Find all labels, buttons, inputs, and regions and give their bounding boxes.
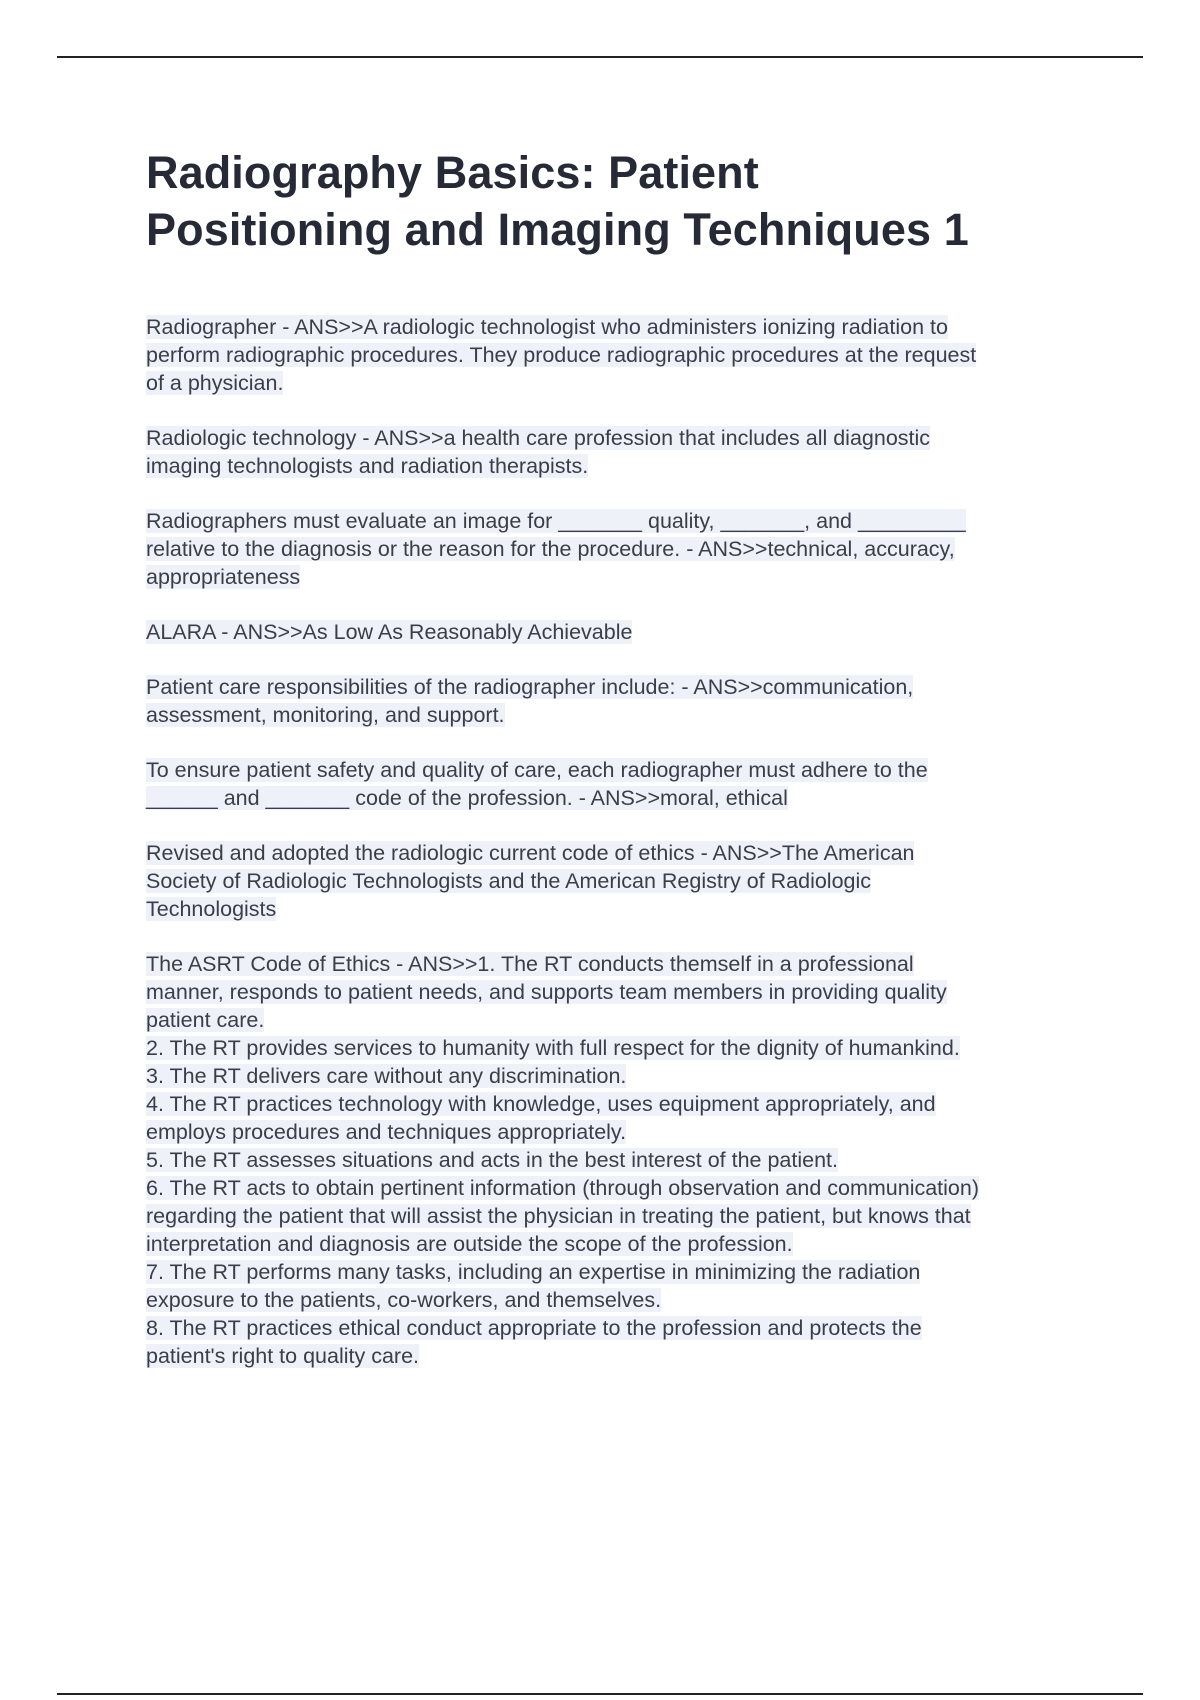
qa-entry-line [146, 1314, 1096, 1342]
qa-entry-line [146, 1090, 1096, 1118]
qa-entry-line [146, 1146, 1096, 1174]
qa-entry-text: imaging technologists and radiation therapists. [146, 454, 589, 478]
qa-entry [146, 313, 1096, 397]
qa-entry-text: Patient care responsibilities of the radiographer include: - ANS>>communication, [146, 675, 914, 699]
page-title [146, 144, 1106, 258]
qa-entry-line [146, 1230, 1096, 1258]
qa-entry-line [146, 839, 1096, 867]
qa-entry [146, 424, 1096, 480]
qa-entry-text: relative to the diagnosis or the reason for the procedure. - ANS>>technical, accuracy, [146, 537, 955, 561]
qa-entry-text: interpretation and diagnosis are outside the scope of the profession. [146, 1232, 793, 1256]
qa-entry-line [146, 341, 1096, 369]
qa-entry-text: 8. The RT practices ethical conduct appropriate to the profession and protects the [146, 1316, 922, 1340]
qa-entry-text: 2. The RT provides services to humanity with full respect for the dignity of humankind. [146, 1036, 960, 1060]
qa-entry-text: To ensure patient safety and quality of care, each radiographer must adhere to the [146, 758, 928, 782]
qa-entry-line [146, 1034, 1096, 1062]
qa-entry-line [146, 950, 1096, 978]
qa-entry-text: 7. The RT performs many tasks, including an expertise in minimizing the radiation [146, 1260, 921, 1284]
top-divider [57, 56, 1143, 58]
qa-entry-line [146, 369, 1096, 397]
qa-entry-text: Radiographer - ANS>>A radiologic technologist who administers ionizing radiation to [146, 315, 948, 339]
qa-entry-line [146, 507, 1096, 535]
qa-entry [146, 673, 1096, 729]
qa-entry-line [146, 1286, 1096, 1314]
qa-entry-text: regarding the patient that will assist the physician in treating the patient, but knows that [146, 1204, 971, 1228]
qa-entry-line [146, 978, 1096, 1006]
qa-entry-text: The ASRT Code of Ethics - ANS>>1. The RT conducts themself in a professional [146, 952, 914, 976]
bottom-divider [57, 1693, 1143, 1695]
qa-entry-line [146, 756, 1096, 784]
qa-entry-line [146, 1202, 1096, 1230]
qa-entry-text: 3. The RT delivers care without any discrimination. [146, 1064, 627, 1088]
qa-entry-text: assessment, monitoring, and support. [146, 703, 505, 727]
qa-entry-text: 6. The RT acts to obtain pertinent information (through observation and communication) [146, 1176, 979, 1200]
qa-entry-text: exposure to the patients, co-workers, and themselves. [146, 1288, 662, 1312]
qa-entry-line [146, 313, 1096, 341]
qa-entry [146, 950, 1096, 1370]
qa-content [146, 313, 1096, 1397]
qa-entry-line [146, 701, 1096, 729]
qa-entry-text: ______ and _______ code of the profession. - ANS>>moral, ethical [146, 786, 788, 810]
qa-entry-text: of a physician. [146, 371, 284, 395]
qa-entry-line [146, 618, 1096, 646]
qa-entry-text: 4. The RT practices technology with knowledge, uses equipment appropriately, and [146, 1092, 936, 1116]
qa-entry-text: appropriateness [146, 565, 301, 589]
qa-entry-line [146, 424, 1096, 452]
qa-entry [146, 618, 1096, 646]
qa-entry-line [146, 1174, 1096, 1202]
qa-entry-line [146, 1342, 1096, 1370]
page-title-line-1: Radiography Basics: Patient [146, 147, 759, 198]
qa-entry-text: Radiologic technology - ANS>>a health care profession that includes all diagnostic [146, 426, 931, 450]
qa-entry-line [146, 1258, 1096, 1286]
qa-entry [146, 507, 1096, 591]
qa-entry-text: Radiographers must evaluate an image for _______ quality, _______, and _________ [146, 509, 966, 533]
qa-entry-line [146, 563, 1096, 591]
qa-entry-line [146, 673, 1096, 701]
qa-entry-line [146, 1006, 1096, 1034]
page-title-line-2: Positioning and Imaging Techniques 1 [146, 204, 969, 255]
qa-entry-line [146, 895, 1096, 923]
qa-entry-line [146, 1118, 1096, 1146]
qa-entry-line [146, 535, 1096, 563]
qa-entry-line [146, 1062, 1096, 1090]
qa-entry-text: employs procedures and techniques appropriately. [146, 1120, 627, 1144]
qa-entry-text: patient's right to quality care. [146, 1344, 420, 1368]
qa-entry-text: perform radiographic procedures. They produce radiographic procedures at the request [146, 343, 977, 367]
qa-entry-text: patient care. [146, 1008, 265, 1032]
qa-entry-text: ALARA - ANS>>As Low As Reasonably Achievable [146, 620, 633, 644]
qa-entry [146, 839, 1096, 923]
qa-entry-text: 5. The RT assesses situations and acts in the best interest of the patient. [146, 1148, 838, 1172]
qa-entry [146, 756, 1096, 812]
qa-entry-text: Society of Radiologic Technologists and the American Registry of Radiologic [146, 869, 872, 893]
qa-entry-line [146, 867, 1096, 895]
qa-entry-text: Revised and adopted the radiologic current code of ethics - ANS>>The American [146, 841, 915, 865]
qa-entry-text: Technologists [146, 897, 277, 921]
qa-entry-line [146, 452, 1096, 480]
qa-entry-line [146, 784, 1096, 812]
qa-entry-text: manner, responds to patient needs, and supports team members in providing quality [146, 980, 947, 1004]
